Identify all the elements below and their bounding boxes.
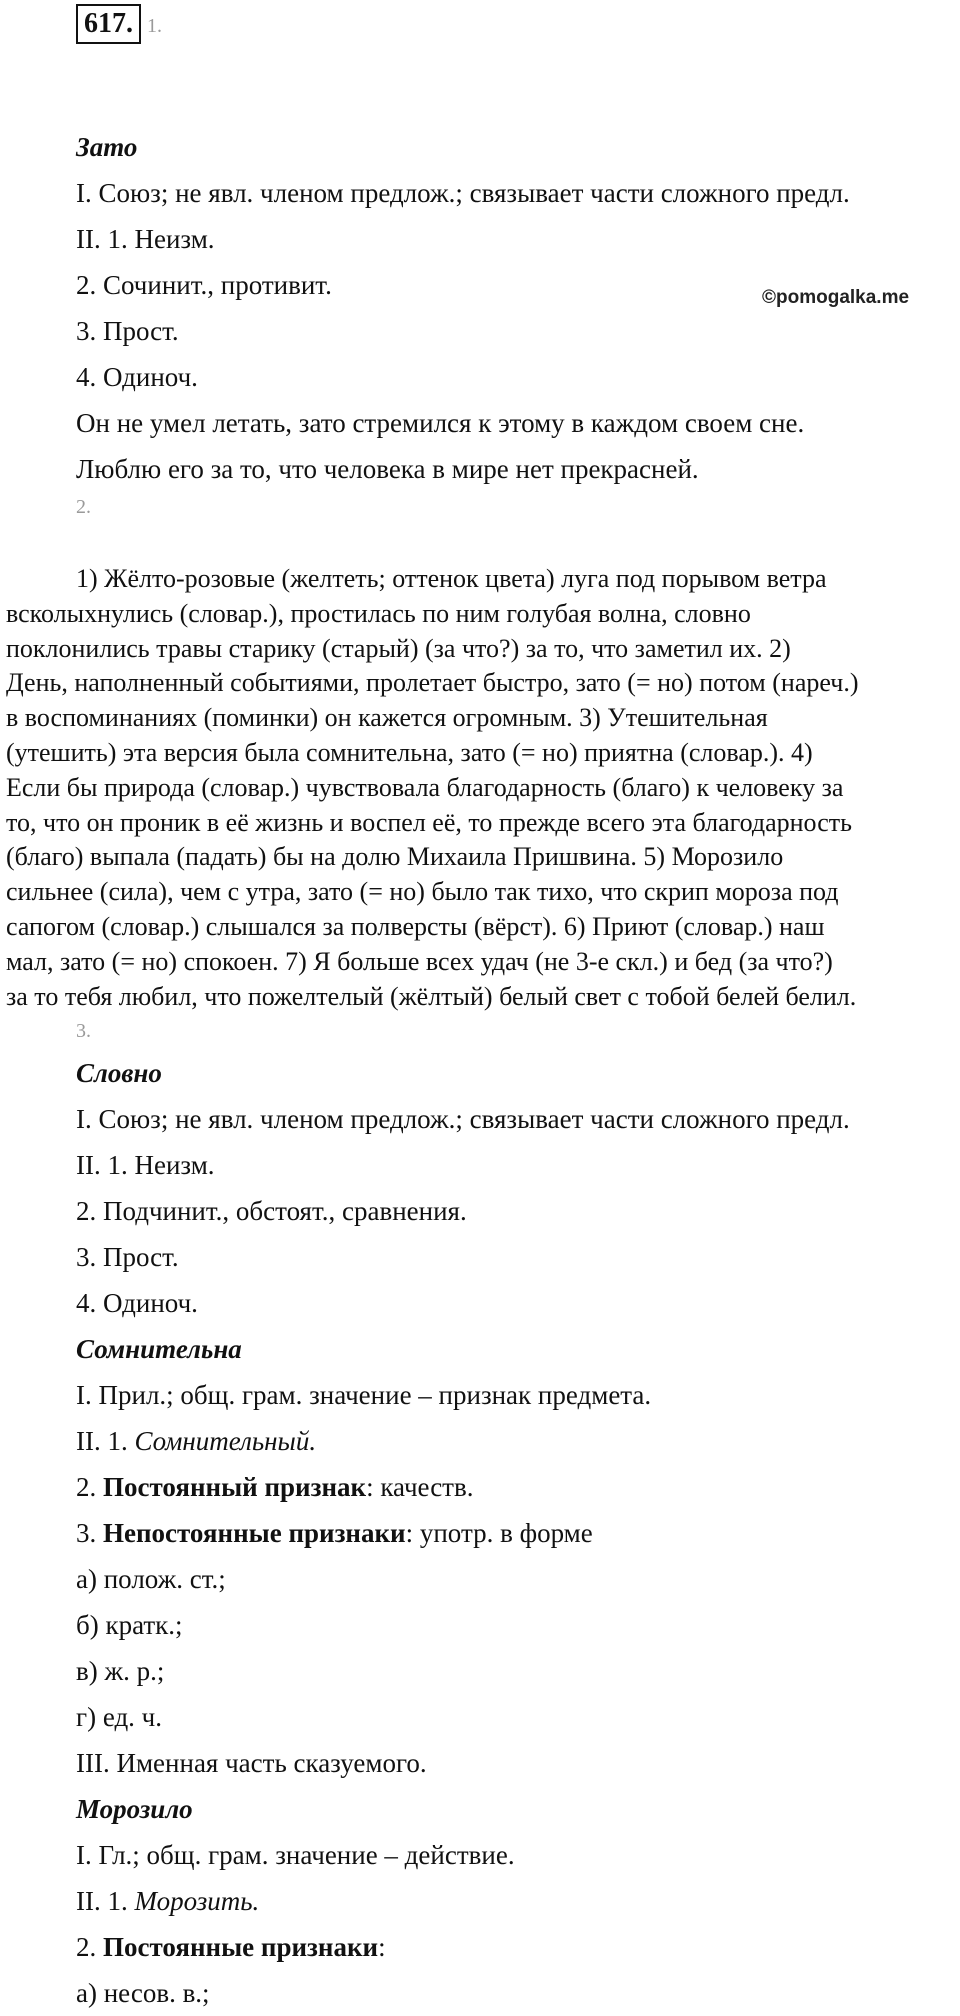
analysis-line: 3. Прост. (76, 1242, 179, 1272)
example-sentence: Люблю его за то, что человека в мире нет прекрасней. (76, 454, 699, 484)
bold-term: Постоянный признак (103, 1472, 367, 1502)
line-rest: : употр. в форме (405, 1518, 593, 1548)
analysis-line (76, 1878, 936, 1924)
analysis-line: г) ед. ч. (76, 1702, 163, 1732)
initial-form: Сомнительный. (134, 1426, 317, 1456)
text-line: 1) Жёлто-розовые (желтеть; оттенок цвета) луга под порывом ветра (76, 564, 827, 593)
text-line: День, наполненный событиями, пролетает быстро, зато (= но) потом (нареч.) (6, 668, 859, 698)
exercise-number: 617. (76, 4, 141, 44)
heading-morozilo: Морозило (76, 1794, 193, 1824)
text-line: за то тебя любил, что пожелтелый (жёлтый) белый свет с тобой белей белил. (6, 981, 857, 1011)
exercise-text (6, 562, 956, 1014)
analysis-line: а) полож. ст.; (76, 1564, 226, 1594)
bold-term: Постоянные признаки (103, 1932, 379, 1962)
text-line: (утешить) эта версия была сомнительна, зато (= но) приятна (словар.). 4) (6, 737, 813, 767)
text-line: (благо) выпала (падать) бы на долю Михаила Пришвина. 5) Морозило (6, 842, 784, 872)
part-1-label: 1. (147, 15, 162, 37)
heading-zato: Зато (76, 132, 138, 162)
analysis-line: 4. Одиноч. (76, 362, 198, 392)
analysis-line (76, 1510, 936, 1556)
analysis-line (76, 1418, 936, 1464)
text-line: всколыхнулись (словар.), простилась по ним голубая волна, словно (6, 598, 751, 628)
analysis-line: а) несов. в.; (76, 1978, 210, 2008)
line-prefix: 2. (76, 1472, 97, 1502)
analysis-line: I. Прил.; общ. грам. значение – признак предмета. (76, 1380, 652, 1410)
analysis-line: 3. Прост. (76, 316, 179, 346)
bold-term: Непостоянные признаки (103, 1518, 406, 1548)
analysis-line: I. Союз; не явл. членом предлож.; связывает части сложного предл. (76, 178, 850, 208)
line-prefix: 2. (76, 1932, 97, 1962)
analysis-line (76, 1924, 936, 1970)
exercise-header (76, 4, 162, 44)
analysis-line: I. Гл.; общ. грам. значение – действие. (76, 1840, 515, 1870)
heading-slovno: Словно (76, 1058, 162, 1088)
text-line: то, что он проник в её жизнь и воспел её, то прежде всего эта благодарность (6, 807, 852, 837)
line-prefix: II. 1. (76, 1886, 128, 1916)
watermark: ©pomogalka.me (762, 287, 910, 308)
text-line: мал, зато (= но) спокоен. 7) Я больше всех удач (не 3-е скл.) и бед (за что?) (6, 946, 833, 976)
analysis-line: II. 1. Неизм. (76, 1150, 215, 1180)
line-prefix: II. 1. (76, 1426, 128, 1456)
text-line: Если бы природа (словар.) чувствовала благодарность (благо) к человеку за (6, 772, 844, 802)
line-prefix: 3. (76, 1518, 97, 1548)
text-line: поклонились травы старику (старый) (за что?) за то, что заметил их. 2) (6, 633, 791, 663)
analysis-line: 2. Подчинит., обстоят., сравнения. (76, 1196, 467, 1226)
morph-analyses (76, 1050, 936, 2016)
analysis-line: в) ж. р.; (76, 1656, 165, 1686)
part-2-label: 2. (76, 496, 91, 518)
initial-form: Морозить. (134, 1886, 260, 1916)
part-3-label: 3. (76, 1020, 91, 1042)
text-line: сильнее (сила), чем с утра, зато (= но) было так тихо, что скрип мороза под (6, 877, 839, 907)
analysis-line: 2. Сочинит., противит. (76, 270, 332, 300)
analysis-line: II. 1. Неизм. (76, 224, 215, 254)
example-sentence: Он не умел летать, зато стремился к этому в каждом своем сне. (76, 408, 805, 438)
analysis-line: I. Союз; не явл. членом предлож.; связывает части сложного предл. (76, 1104, 850, 1134)
text-line: сапогом (словар.) слышался за полверсты (вёрст). 6) Приют (словар.) наш (6, 911, 825, 941)
heading-somnitelna: Сомнительна (76, 1334, 242, 1364)
line-rest: : (378, 1932, 386, 1962)
analysis-line: б) кратк.; (76, 1610, 183, 1640)
analysis-line: 4. Одиноч. (76, 1288, 198, 1318)
analysis-line (76, 1464, 936, 1510)
analysis-line: III. Именная часть сказуемого. (76, 1748, 427, 1778)
line-rest: : качеств. (366, 1472, 474, 1502)
text-line: в воспоминаниях (поминки) он кажется огромным. 3) Утешительная (6, 703, 768, 733)
zato-analysis (76, 124, 936, 492)
